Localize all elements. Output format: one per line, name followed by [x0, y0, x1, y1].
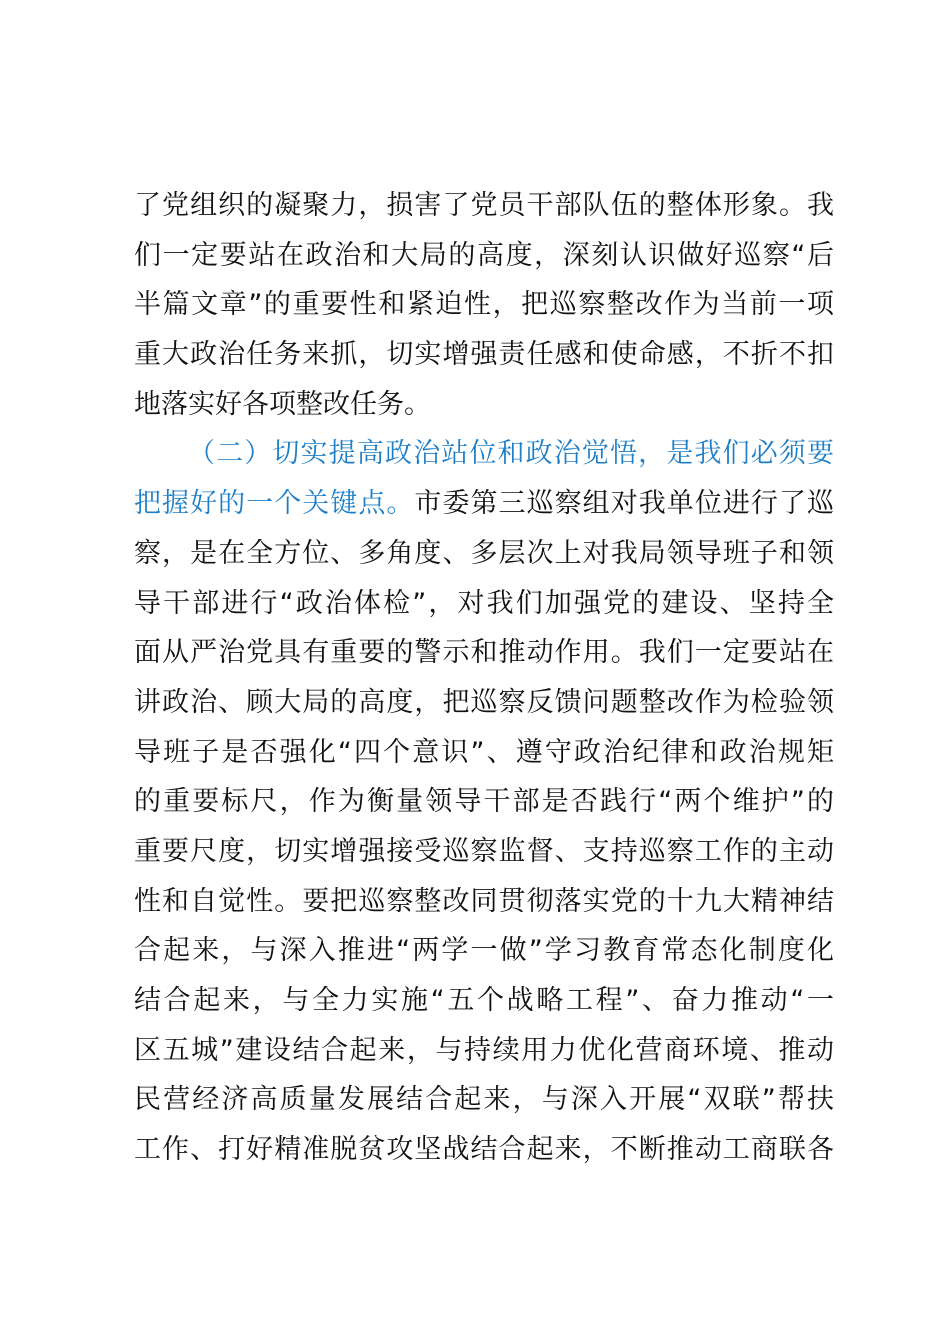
- text-line: 重要尺度，切实增强接受巡察监督、支持巡察工作的主动: [134, 835, 834, 867]
- section-heading-line: （二）切实提高政治站位和政治觉悟，是我们必须要: [188, 438, 834, 470]
- text-line: 区五城”建设结合起来，与持续用力优化营商环境、推动: [134, 1034, 834, 1066]
- text-line: 结合起来，与全力实施“五个战略工程”、奋力推动“一: [134, 985, 834, 1016]
- text-line: 民营经济高质量发展结合起来，与深入开展“双联”帮扶: [134, 1084, 834, 1116]
- text-line: 讲政治、顾大局的高度，把巡察反馈问题整改作为检验领: [134, 686, 834, 718]
- text-span: 市委第三巡察组对我单位进行了巡: [414, 488, 835, 520]
- document-body: [134, 181, 834, 1175]
- text-line: 导班子是否强化“四个意识”、遵守政治纪律和政治规矩: [134, 736, 834, 768]
- paragraph-1: [134, 181, 834, 429]
- text-line: 重大政治任务来抓，切实增强责任感和使命感，不折不扣: [134, 339, 834, 371]
- text-line: 半篇文章”的重要性和紧迫性，把巡察整改作为当前一项: [134, 289, 834, 321]
- text-line: 面从严治党具有重要的警示和推动作用。我们一定要站在: [134, 637, 834, 669]
- text-line: 导干部进行“政治体检”，对我们加强党的建设、坚持全: [134, 587, 834, 619]
- paragraph-2: [134, 429, 834, 1174]
- text-line: 察，是在全方位、多角度、多层次上对我局领导班子和领: [134, 537, 834, 569]
- text-line: 合起来，与深入推进“两学一做”学习教育常态化制度化: [134, 935, 834, 967]
- text-line: 性和自觉性。要把巡察整改同贯彻落实党的十九大精神结: [134, 885, 834, 917]
- text-line: 了党组织的凝聚力，损害了党员干部队伍的整体形象。我: [134, 190, 834, 221]
- text-line: 们一定要站在政治和大局的高度，深刻认识做好巡察“后: [134, 239, 834, 271]
- section-heading-tail: 把握好的一个关键点。: [134, 488, 415, 520]
- text-line: 地落实好各项整改任务。: [134, 388, 431, 420]
- text-line: [134, 479, 834, 529]
- text-line: 工作、打好精准脱贫攻坚战结合起来，不断推动工商联各: [134, 1134, 834, 1166]
- text-line: 的重要标尺，作为衡量领导干部是否践行“两个维护”的: [134, 786, 834, 818]
